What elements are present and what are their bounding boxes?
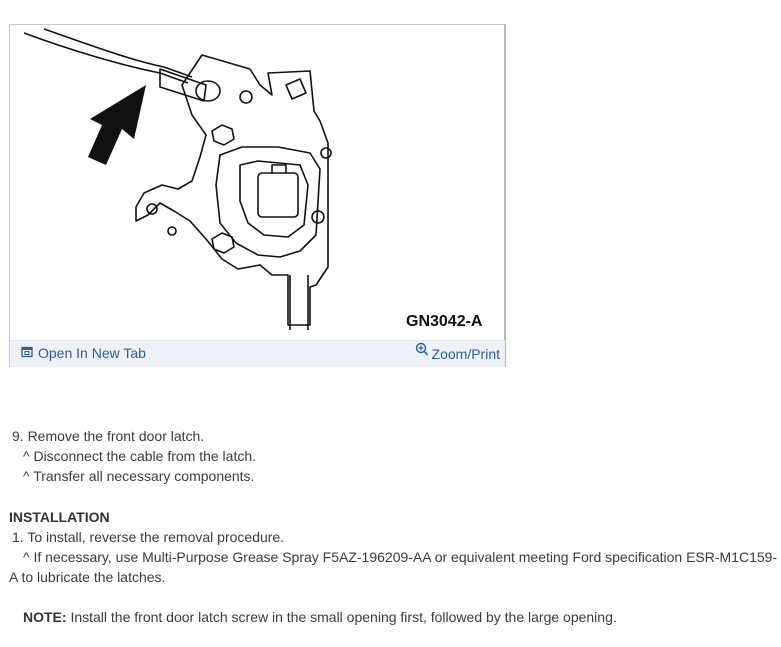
step-9-bullet-2: ^ Transfer all necessary components. (23, 468, 255, 484)
figure-code: GN3042-A (406, 313, 483, 330)
note (23, 607, 617, 627)
installation-step-1: 1. To install, reverse the removal procedure. (12, 529, 285, 545)
installation-bullet-line-2: A to lubricate the latches. (9, 569, 166, 585)
installation-bullet-line-1: ^ If necessary, use Multi-Purpose Grease Spray F5AZ-196209-AA or equivalent meeting Ford specification ESR-M1C159- (23, 549, 778, 565)
step-9: 9. Remove the front door latch. (12, 428, 205, 444)
installation-heading: INSTALLATION (9, 509, 110, 525)
zoom-print-link[interactable] (415, 342, 500, 361)
zoom-in-icon (415, 342, 429, 361)
note-label: NOTE: (23, 609, 67, 625)
zoom-print-label: Zoom/Print (431, 345, 500, 362)
open-in-new-tab-label: Open In New Tab (38, 345, 146, 361)
figure-toolbar (10, 340, 505, 367)
figure-container (9, 24, 506, 367)
door-latch-diagram (10, 25, 505, 340)
step-9-bullet-1: ^ Disconnect the cable from the latch. (23, 448, 257, 464)
open-tab-icon (21, 345, 33, 361)
open-in-new-tab-link[interactable] (21, 345, 146, 361)
note-text: Install the front door latch screw in the small opening first, followed by the large opening. (66, 609, 617, 625)
